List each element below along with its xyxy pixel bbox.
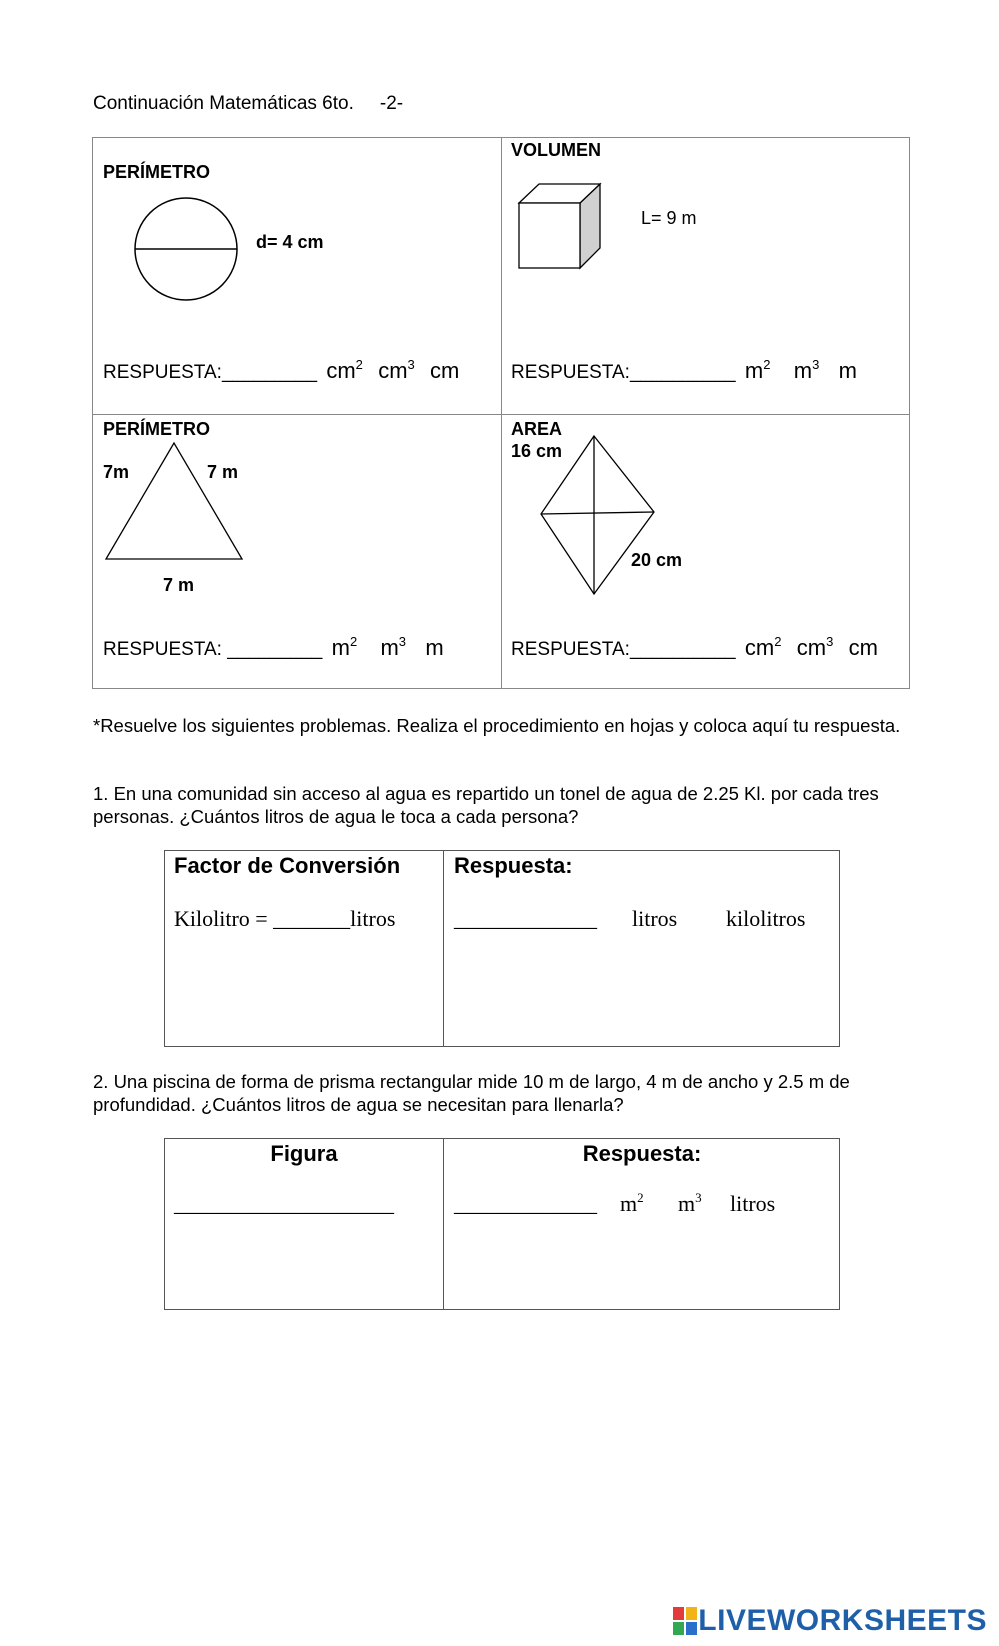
triangle-figure [103,441,245,563]
grid-divider-horizontal [93,414,909,415]
problem1-table [164,850,840,1047]
cell2-unit-linear[interactable]: m [838,358,857,383]
cell1-title: PERÍMETRO [103,162,211,182]
liveworksheets-logo [672,1604,987,1638]
problem1-divider [443,851,444,1046]
grid-divider-vertical [501,138,502,688]
cell4-unit-linear[interactable]: cm [848,635,878,660]
problem2-figure-blank[interactable]: ____________________ [174,1191,394,1216]
cell4-diagonal-2: 20 cm [631,550,683,570]
cell2-unit-squared[interactable]: $m^2$ [744,357,771,383]
cell3-side-right: 7 m [207,462,239,482]
problem1-option-kilolitros[interactable]: kilolitros [726,906,806,931]
instructions-text: *Resuelve los siguientes problemas. Realiza el procedimiento en hojas y coloca aquí tu respuesta. [93,715,901,736]
page-header [93,93,403,115]
cell2-title: VOLUMEN [511,140,601,160]
circle-figure [133,196,239,302]
problem2-text: 2. Una piscina de forma de prisma rectangular mide 10 m de largo, 4 m de ancho y 2.5 m de profundidad. ¿Cuántos litros de agua se necesitan para llenarla? [93,1071,850,1115]
brand-name: LIVEWORKSHEETS [698,1604,987,1637]
cell1-unit-linear[interactable]: cm [430,358,460,383]
rhombus-figure [538,434,658,596]
problem2-option-litros[interactable]: litros [730,1191,776,1216]
problem1-text: 1. En una comunidad sin acceso al agua es repartido un tonel de agua de 2.25 Kl. por cada tres personas. ¿Cuántos litros de agua le toca a cada persona? [93,783,879,827]
cell4-diagonal-1: 16 cm [511,441,563,461]
problem1-option-litros[interactable]: litros [632,906,678,931]
cell3-answer-row [103,635,444,661]
cell1-unit-squared[interactable]: $cm^2$ [326,357,363,383]
cell1-diameter-label: d= 4 cm [256,232,324,252]
cell3-title: PERÍMETRO [103,419,211,439]
cell2-unit-cubed[interactable]: $m^3$ [793,357,820,383]
cell1-answer-blank[interactable]: RESPUESTA:_________ [103,362,318,383]
problem2-answer-blank[interactable]: _____________ [454,1191,597,1216]
problem1-conversion-line[interactable]: Kilolitro = _______litros [174,906,396,931]
cell4-unit-squared[interactable]: $cm^2$ [744,634,782,660]
cube-figure [516,182,604,272]
problem1-answer-blank[interactable]: _____________ [454,906,597,931]
cell4-unit-cubed[interactable]: $cm^3$ [796,634,834,660]
cell4-answer-row [511,635,878,661]
problem2-option-m3[interactable]: $m^3$ [678,1190,702,1216]
problem2-table [164,1138,840,1310]
page-number: -2- [379,93,404,114]
cell3-unit-linear[interactable]: m [425,635,444,660]
cell1-unit-cubed[interactable]: $cm^3$ [378,357,415,383]
cell1-answer-row [103,358,459,384]
cell2-answer-row [511,358,857,384]
problem2-col2-header: Respuesta: [582,1141,702,1166]
exercise-grid [92,137,910,689]
problem1-col2-header: Respuesta: [454,853,573,878]
cell2-side-label: L= 9 m [641,208,697,228]
header-title: Continuación Matemáticas 6to. [93,93,354,114]
cell2-answer-blank[interactable]: RESPUESTA:__________ [511,362,736,383]
cell3-side-left: 7m [103,462,130,482]
cell3-unit-cubed[interactable]: $m^3$ [380,634,407,660]
problem2-option-m2[interactable]: $m^2$ [620,1190,644,1216]
problem1-col1-header: Factor de Conversión [174,853,401,878]
cell4-title: AREA [511,419,563,439]
cell3-side-bottom: 7 m [163,575,195,595]
liveworksheets-icon [672,1606,698,1636]
problem2-col1-header: Figura [270,1141,338,1166]
cell3-unit-squared[interactable]: $m^2$ [331,634,358,660]
cell4-answer-blank[interactable]: RESPUESTA:__________ [511,639,736,660]
cell3-answer-blank[interactable]: RESPUESTA: _________ [103,639,323,660]
